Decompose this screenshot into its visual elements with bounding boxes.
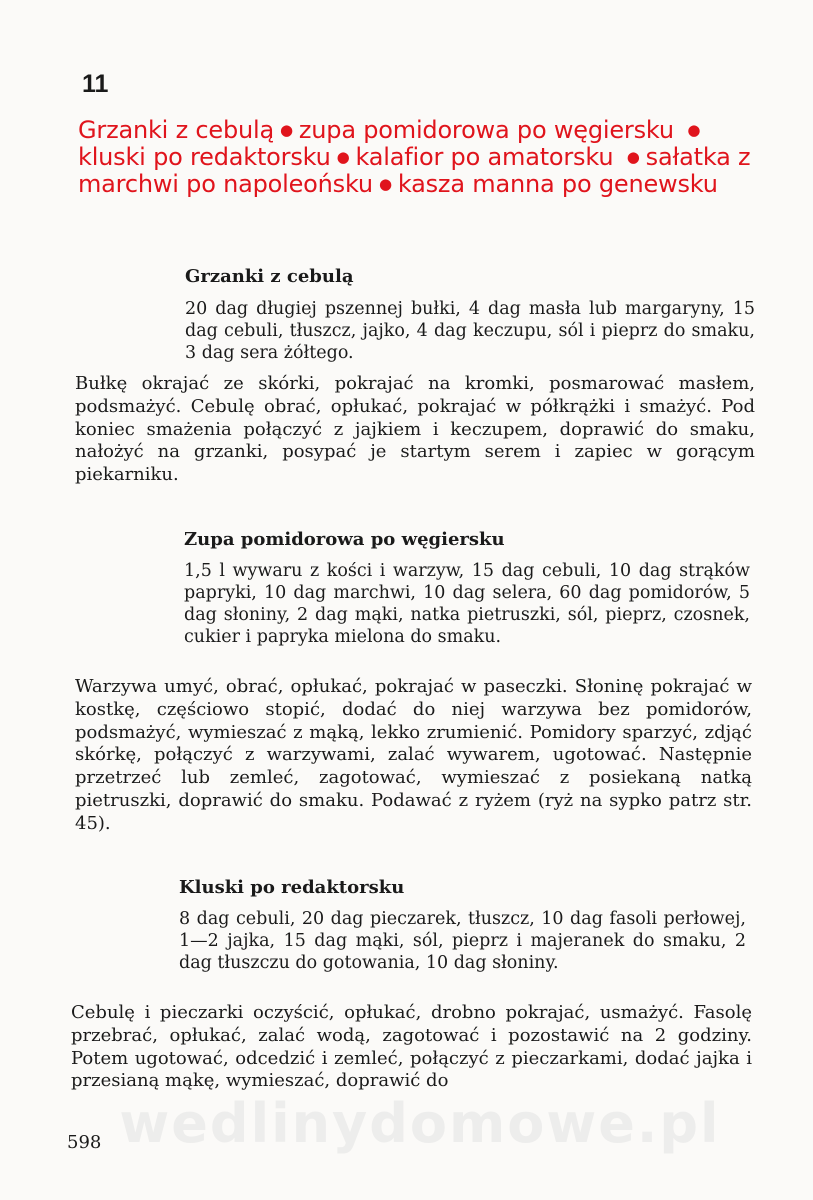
recipe-ingredients: 1,5 l wywaru z kości i warzyw, 15 dag cebuli, 10 dag strąków papryki, 10 dag marchwi, 10 dag selera, 60 dag pomidorów, 5 dag słoniny, 2 dag mąki, natka pietruszki, sól, pieprz, czosnek, cukier i papryka mielona do smaku. (184, 561, 750, 647)
contents-item: sałatka z marchwi po napoleońsku (78, 143, 751, 198)
section-number: 11 (82, 70, 109, 98)
recipe-ingredients: 20 dag długiej pszennej bułki, 4 dag masła lub margaryny, 15 dag cebuli, tłuszcz, jajko, 4 dag keczupu, sól i pieprz do smaku, 3 dag sera żółtego. (185, 299, 755, 363)
contents-item: kasza manna po genewsku (397, 170, 718, 198)
recipe-title: Kluski po redaktorsku (179, 877, 405, 898)
recipe-ingredients: 8 dag cebuli, 20 dag pieczarek, tłuszcz, 10 dag fasoli perłowej, 1—2 jajka, 15 dag mąki, sól, pieprz i majeranek do smaku, 2 dag tłuszczu do gotowania, 10 dag słoniny. (179, 909, 746, 973)
bullet-icon: ● (378, 175, 392, 193)
recipe-title: Grzanki z cebulą (185, 266, 354, 287)
contents-item: kalafior po amatorsku (355, 143, 614, 171)
chapter-contents-list (78, 117, 758, 198)
page-number: 598 (67, 1132, 102, 1153)
recipe-instructions: Warzywa umyć, obrać, opłukać, pokrajać w paseczki. Słoninę pokrajać w kostkę, częściowo stopić, dodać do niej warzywa bez pomidorów, podsmażyć, wymieszać z mąką, lekko zrumienić. Pomidory sparzyć, zdjąć skórkę, połączyć z warzywami, zalać wywarem, ugotować. Następnie przetrzeć lub zemleć, zagotować, wymieszać z posiekaną natką pietruszki, doprawić do smaku. Podawać z ryżem (ryż na sypko patrz str. 45). (75, 676, 752, 834)
recipe-instructions: Bułkę okrajać ze skórki, pokrajać na kromki, posmarować masłem, podsmażyć. Cebulę obrać, opłukać, pokrajać w półkrążki i smażyć. Pod koniec smażenia połączyć z jajkiem i keczupem, doprawić do smaku, nałożyć na grzanki, posypać je startym serem i zapiec w gorącym piekarniku. (75, 373, 755, 486)
recipe-title: Zupa pomidorowa po węgiersku (184, 529, 505, 550)
contents-item: Grzanki z cebulą (78, 116, 274, 144)
bullet-icon: ● (279, 121, 293, 139)
recipe-instructions: Cebulę i pieczarki oczyścić, opłukać, drobno pokrajać, usmażyć. Fasolę przebrać, opłukać, zalać wodą, zagotować i pozostawić na 2 godziny. Potem ugotować, odcedzić i zemleć, połączyć z pieczarkami, dodać jajka i przesianą mąkę, wymieszać, doprawić do (71, 1002, 752, 1092)
contents-item: kluski po redaktorsku (78, 143, 331, 171)
bullet-icon: ● (626, 148, 640, 166)
bullet-icon: ● (336, 148, 350, 166)
contents-item: zupa pomidorowa po węgiersku (298, 116, 674, 144)
watermark: wedlinydomowe.pl (119, 1092, 721, 1155)
bullet-icon: ● (687, 121, 701, 139)
